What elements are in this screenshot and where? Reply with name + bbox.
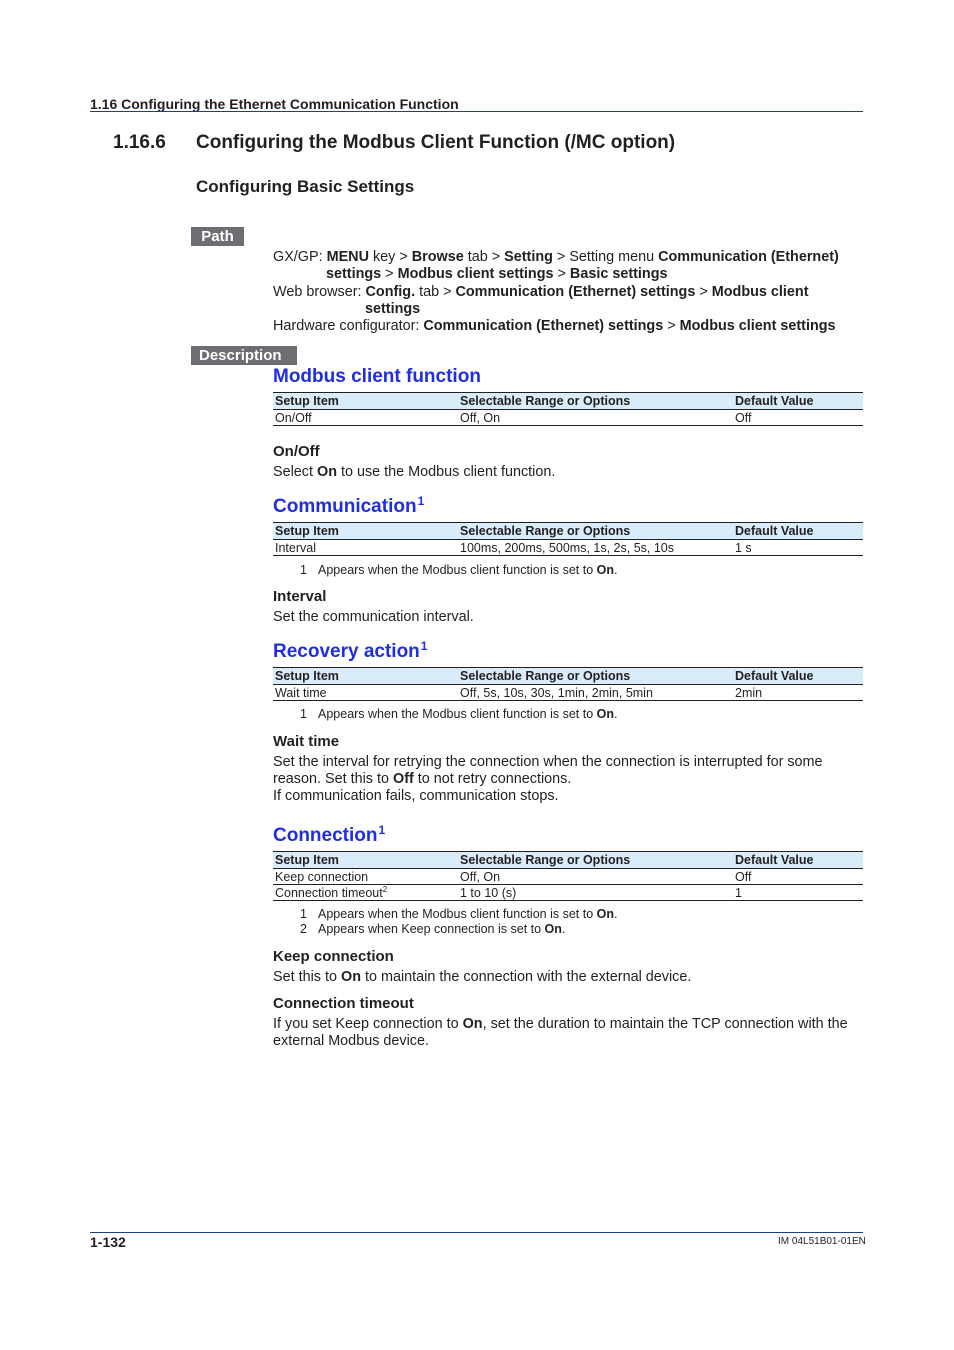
modbus-client-function-heading: Modbus client function: [273, 366, 481, 387]
path-comm-settings: Communication (Ethernet): [658, 249, 839, 265]
table-row: [273, 885, 863, 901]
header-range: Selectable Range or Options: [458, 523, 733, 540]
table-row: [273, 685, 863, 701]
cell-range: 1 to 10 (s): [458, 885, 733, 901]
footnote: 1 Appears when the Modbus client function is set to On.: [300, 563, 618, 577]
header-default: Default Value: [733, 523, 863, 540]
path-sep: >: [553, 266, 570, 283]
path-settings-word: settings: [365, 300, 421, 317]
table-header-row: [273, 668, 863, 685]
path-comm-settings: Communication (Ethernet) settings: [455, 283, 696, 300]
path-sep: key >: [368, 249, 412, 265]
cell-range: Off, On: [458, 410, 733, 426]
header-setup-item: Setup Item: [273, 523, 458, 540]
path-gxgp-line: [273, 249, 839, 266]
connection-timeout-text: If you set Keep connection to On, set the duration to maintain the TCP connection with the external Modbus device.: [273, 1016, 848, 1049]
footer-rule: [90, 1232, 863, 1233]
path-settings-word: settings: [326, 266, 382, 283]
footnote: 1 Appears when the Modbus client function is set to On.: [300, 707, 618, 721]
connection-table: [273, 851, 863, 901]
cell-item: Connection timeout$^2$: [273, 885, 458, 901]
path-sep: >: [381, 266, 398, 283]
cell-default: Off: [733, 410, 863, 426]
cell-range: Off, 5s, 10s, 30s, 1min, 2min, 5min: [458, 685, 733, 701]
cell-default: 1: [733, 885, 863, 901]
recovery-action-heading: Recovery action$^1$: [273, 639, 428, 662]
interval-title: Interval: [273, 588, 327, 605]
wait-time-title: Wait time: [273, 733, 340, 750]
header-setup-item: Setup Item: [273, 393, 458, 410]
cell-item: Interval: [273, 540, 458, 556]
interval-text: Set the communication interval.: [273, 609, 474, 625]
header-range: Selectable Range or Options: [458, 852, 733, 869]
footnote-ref: 1: [420, 639, 428, 653]
path-modbus-client: Modbus client: [711, 283, 809, 300]
footnote: 1 Appears when the Modbus client function is set to On.: [300, 907, 618, 921]
cell-default: 2min: [733, 685, 863, 701]
section-title: Configuring the Modbus Client Function (/MC option): [196, 132, 676, 153]
connection-timeout-title: Connection timeout: [273, 995, 414, 1012]
onoff-title: On/Off: [273, 443, 320, 460]
path-browse-tab: Browse: [411, 249, 464, 265]
cell-item: On/Off: [273, 410, 458, 426]
header-default: Default Value: [733, 852, 863, 869]
path-modbus-settings: Modbus client settings: [397, 266, 554, 283]
footnote-ref: 1: [378, 823, 386, 837]
cell-range: Off, On: [458, 869, 733, 885]
table-header-row: [273, 523, 863, 540]
path-config-tab: Config.: [365, 283, 416, 300]
header-setup-item: Setup Item: [273, 668, 458, 685]
header-setup-item: Setup Item: [273, 852, 458, 869]
header-range: Selectable Range or Options: [458, 393, 733, 410]
keep-connection-title: Keep connection: [273, 948, 394, 965]
path-hw-line: [273, 318, 839, 335]
subsection-title: Configuring Basic Settings: [196, 177, 415, 196]
running-header: 1.16 Configuring the Ethernet Communication Function: [90, 96, 459, 112]
communication-heading: Communication$^1$: [273, 494, 425, 517]
document-id: IM 04L51B01-01EN: [778, 1236, 866, 1247]
cell-range: 100ms, 200ms, 500ms, 1s, 2s, 5s, 10s: [458, 540, 733, 556]
header-range: Selectable Range or Options: [458, 668, 733, 685]
path-modbus-settings: Modbus client settings: [679, 318, 836, 335]
cell-item: Wait time: [273, 685, 458, 701]
path-web-line2: [273, 301, 839, 318]
path-block: [273, 249, 839, 335]
header-rule: [90, 111, 863, 112]
footnote-ref: 1: [417, 494, 425, 508]
path-basic-settings: Basic settings: [569, 266, 668, 283]
path-sep: >: [663, 318, 680, 335]
wait-time-text: Set the interval for retrying the connection when the connection is interrupted for some reason. Set this to Off to not retry connections. If communication fails, communication stops.: [273, 754, 823, 804]
path-gxgp-prefix: GX/GP:: [273, 249, 327, 265]
page-number: 1-132: [90, 1234, 126, 1250]
onoff-text: Select On to use the Modbus client function.: [273, 464, 556, 480]
path-sep: > Setting menu: [552, 249, 659, 265]
cell-item: Keep connection: [273, 869, 458, 885]
table-header-row: [273, 852, 863, 869]
path-sep: tab >: [463, 249, 505, 265]
path-web-prefix: Web browser:: [273, 283, 366, 300]
path-comm-settings: Communication (Ethernet) settings: [423, 318, 664, 335]
table-row: [273, 869, 863, 885]
header-default: Default Value: [733, 393, 863, 410]
header-default: Default Value: [733, 668, 863, 685]
table-header-row: [273, 393, 863, 410]
path-sep: >: [695, 283, 712, 300]
modbus-client-function-table: [273, 392, 863, 426]
path-hw-prefix: Hardware configurator:: [273, 318, 424, 335]
path-label: Path: [191, 227, 244, 246]
path-sep: tab >: [415, 283, 456, 300]
recovery-action-table: [273, 667, 863, 701]
path-gxgp-line2: [273, 266, 839, 283]
table-row: [273, 540, 863, 556]
path-setting: Setting: [504, 249, 553, 265]
path-web-line: [273, 284, 839, 301]
description-label: Description: [191, 346, 297, 365]
table-row: [273, 410, 863, 426]
cell-default: 1 s: [733, 540, 863, 556]
path-menu-key: MENU: [326, 249, 369, 265]
cell-default: Off: [733, 869, 863, 885]
section-number: 1.16.6: [113, 132, 166, 153]
communication-table: [273, 522, 863, 556]
connection-heading: Connection$^1$: [273, 823, 386, 846]
footnote: 2 Appears when Keep connection is set to On.: [300, 922, 566, 936]
keep-connection-text: Set this to On to maintain the connection with the external device.: [273, 969, 692, 985]
